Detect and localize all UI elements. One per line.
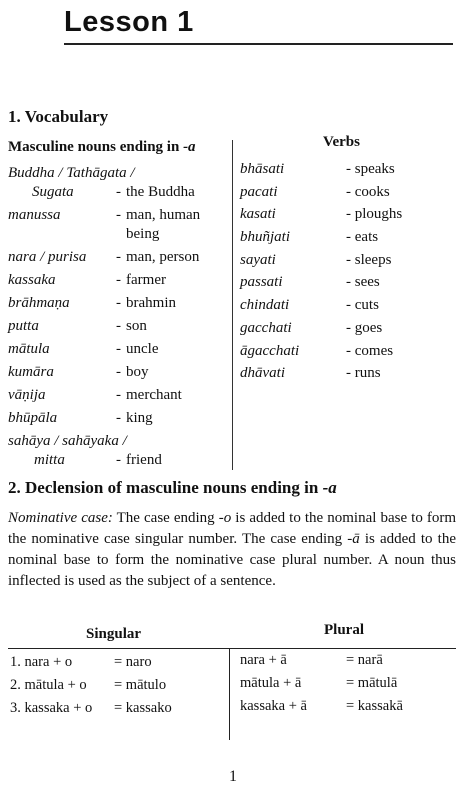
verb-meaning: speaks [354,161,395,177]
table-rule [8,648,456,649]
noun-meaning: king [126,410,153,426]
noun-word: vāṇija [8,387,46,403]
table-row: 2. mātula + o = mātulo [10,677,167,693]
list-item: dhāvati - runs [240,365,381,382]
list-item: vāṇija - merchant [8,386,230,405]
singular-heading: Singular [86,626,142,642]
verb-word: sayati [240,251,276,268]
list-item: chindati - cuts [240,297,379,314]
verb-meaning: eats [354,229,379,246]
nouns-heading: Masculine nouns ending in -a [8,139,196,155]
list-item: mātula - uncle [8,340,230,359]
list-item: bhuñjati - eats [240,229,379,246]
noun-word: brāhmaṇa [8,295,70,311]
verb-word: kasati [240,206,276,223]
list-item: bhāsati - speaks [240,161,395,177]
noun-meaning: brahmin [126,295,176,311]
verbs-heading: Verbs [323,134,360,150]
noun-word: manussa [8,207,61,223]
noun-meaning: friend [126,452,162,468]
noun-meaning: farmer [126,272,166,288]
declension-heading: 2. Declension of masculine nouns ending in -a [8,478,337,497]
list-item: āgacchati - comes [240,342,394,359]
noun-word: putta [8,318,39,334]
noun-word: bhūpāla [8,410,58,426]
noun-meaning: merchant [126,387,182,403]
verb-word: pacati [240,183,278,200]
verb-word: bhuñjati [240,229,291,246]
lesson-title: Lesson 1 [64,6,194,38]
table-row: nara + ā = narā [240,652,383,668]
verb-meaning: comes [354,342,394,359]
vocabulary-heading: 1. Vocabulary [8,107,109,126]
list-item: bhūpāla - king [8,409,230,428]
list-item: nara / purisa - man, person [8,248,230,267]
noun-meaning: son [126,318,147,334]
list-item: gacchati - goes [240,319,383,336]
noun-word: kumāra [8,364,54,380]
table-row: 1. nara + o = naro [10,654,152,670]
list-item: kumāra - boy [8,363,230,382]
table-row: 3. kassaka + o = kassako [10,700,172,716]
verb-meaning: ploughs [354,206,403,223]
noun-meaning: boy [126,364,149,380]
noun-word: mātula [8,341,50,357]
noun-word: kassaka [8,272,56,288]
nominative-paragraph [8,508,456,592]
noun-meaning: man, human being [126,207,201,242]
noun-meaning: man, person [126,249,200,265]
table-divider [229,648,230,740]
list-item: passati - sees [240,274,380,291]
nouns-list [8,164,230,474]
noun-word: nara / purisa [8,249,87,265]
list-item: sayati - sleeps [240,251,392,268]
list-item: sahāya / sahāyaka / mitta - friend [8,432,230,470]
verb-word: bhāsati [240,161,285,177]
column-divider [232,140,233,470]
verb-word: chindati [240,297,290,314]
verb-word: āgacchati [240,342,300,359]
noun-word-cont: mitta [34,452,65,468]
verb-meaning: runs [354,365,381,382]
table-row: mātula + ā = mātulā [240,675,398,691]
plural-heading: Plural [324,622,364,638]
noun-meaning: uncle [126,341,159,357]
noun-word: sahāya / sahāyaka / [8,433,127,449]
title-rule [64,43,453,45]
noun-word: Buddha / Tathāgata / [8,165,135,181]
verb-meaning: cuts [354,297,379,314]
case-label: Nominative case: [8,510,113,526]
list-item: kasati - ploughs [240,206,403,223]
list-item: brāhmaṇa - brahmin [8,294,230,313]
noun-word-cont: Sugata [32,184,74,200]
list-item: kassaka - farmer [8,271,230,290]
verb-word: gacchati [240,319,292,336]
list-item: pacati - cooks [240,183,390,200]
verb-meaning: goes [354,319,383,336]
verb-meaning: sleeps [354,251,392,268]
paragraph-text: The case ending -o is added to the nominal base to form the nominative case singular number. The case ending -ā is added to the nominal base to form the nominative case plural number. A noun thus inflected is used as the subject of a sentence. [8,510,457,589]
page-number: 1 [229,768,237,785]
noun-meaning: the Buddha [126,184,195,200]
verb-meaning: sees [354,274,380,291]
table-row: kassaka + ā = kassakā [240,698,403,714]
verb-meaning: cooks [354,183,390,200]
verbs-list [240,160,450,387]
verb-word: passati [240,274,283,291]
list-item: manussa - man, human being [8,206,230,244]
list-item: putta - son [8,317,230,336]
verb-word: dhāvati [240,365,285,382]
list-item: Buddha / Tathāgata / Sugata - the Buddha [8,164,230,202]
